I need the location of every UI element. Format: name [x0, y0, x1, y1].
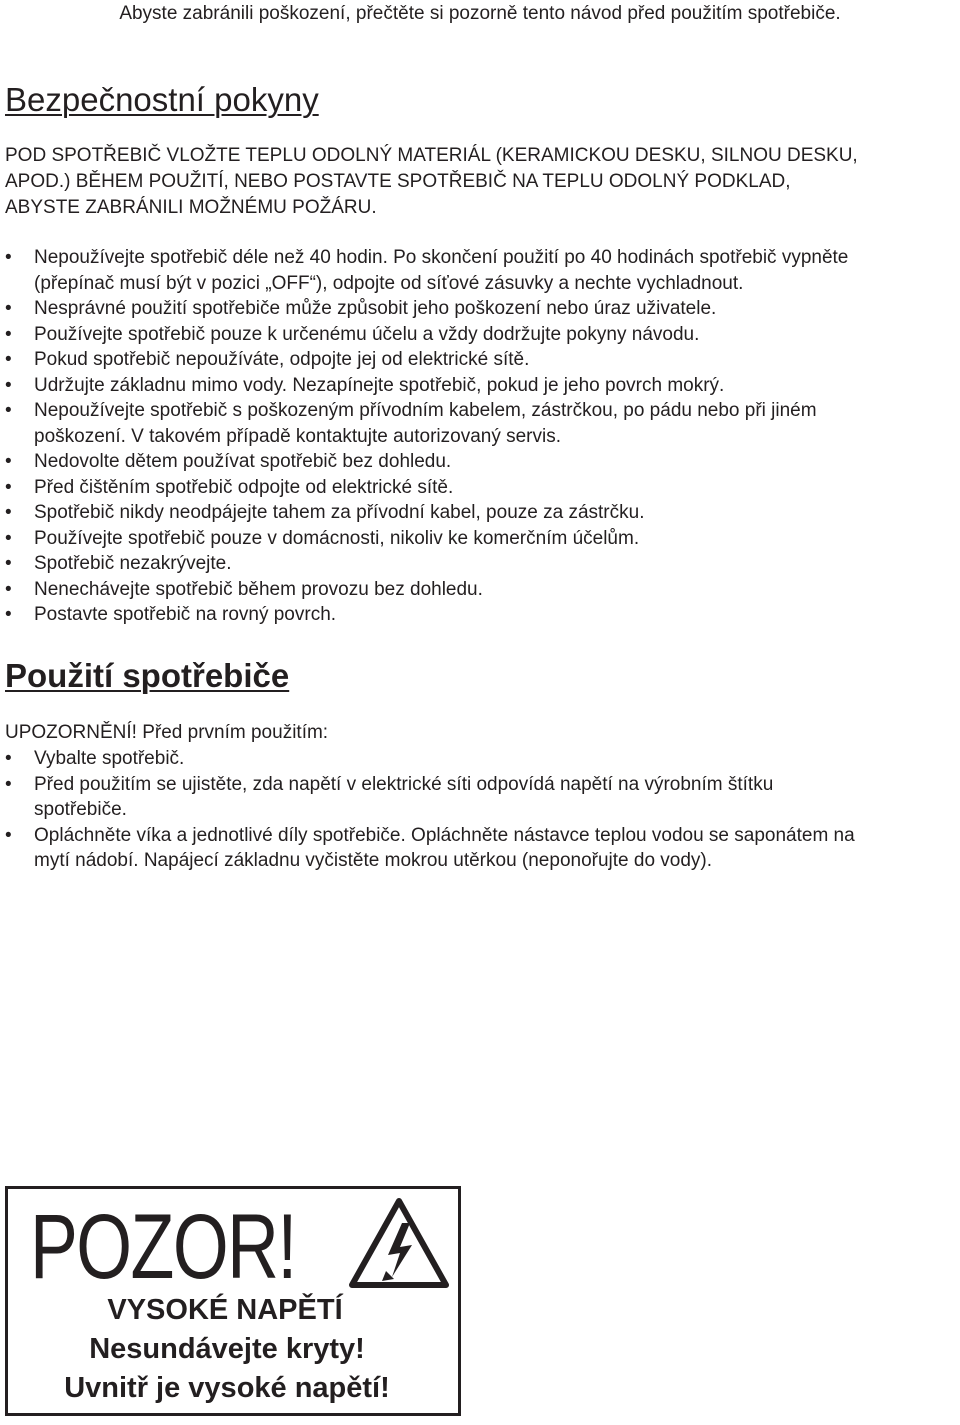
list-item-text: Vybalte spotřebič.	[34, 748, 185, 769]
list-item-text: Před použitím se ujistěte, zda napětí v elektrické síti odpovídá napětí na výrobním štítku	[34, 773, 774, 795]
list-item-text: Nedovolte dětem používat spotřebič bez dohledu.	[34, 451, 452, 472]
bullet-icon: •	[5, 298, 12, 319]
list-item	[5, 577, 955, 603]
notice-line: ABYSTE ZABRÁNILI MOŽNÉMU POŽÁRU.	[5, 197, 377, 218]
notice-line: POD SPOTŘEBIČ VLOŽTE TEPLU ODOLNÝ MATERIÁL (KERAMICKOU DESKU, SILNOU DESKU,	[5, 145, 858, 166]
list-item-text: Nepoužívejte spotřebič déle než 40 hodin. Po skončení použití po 40 hodinách spotřebič vypněte	[34, 247, 849, 268]
list-item	[5, 296, 955, 322]
list-item	[5, 347, 955, 373]
list-item-text: Používejte spotřebič pouze k určenému účelu a vždy dodržujte pokyny návodu.	[34, 323, 700, 345]
bullet-icon: •	[5, 349, 12, 370]
bullet-icon: •	[5, 604, 12, 625]
warning-line: VYSOKÉ NAPĚTÍ	[107, 1294, 343, 1326]
usage-instructions-list	[5, 746, 955, 874]
bullet-icon: •	[5, 578, 12, 600]
top-note: Abyste zabránili poškození, přečtěte si pozorně tento návod před použitím spotřebiče.	[119, 3, 841, 24]
bullet-icon: •	[5, 553, 12, 574]
bullet-icon: •	[5, 451, 12, 472]
list-item	[5, 551, 955, 577]
list-item	[5, 772, 955, 823]
list-item	[5, 526, 955, 552]
list-item-text: spotřebiče.	[34, 799, 127, 820]
list-item	[5, 500, 955, 526]
warning-line: Nesundávejte kryty!	[89, 1333, 365, 1365]
list-item	[5, 602, 955, 628]
heat-resistant-notice	[5, 143, 955, 221]
safety-heading: Bezpečnostní pokyny	[5, 81, 319, 118]
list-item	[5, 823, 955, 874]
list-item	[5, 245, 955, 296]
list-item-text: Nepoužívejte spotřebič s poškozeným přívodním kabelem, zástrčkou, po pádu nebo při jiném	[34, 400, 817, 421]
bullet-icon: •	[5, 323, 12, 345]
list-item	[5, 373, 955, 399]
bullet-icon: •	[5, 400, 12, 421]
high-voltage-warning-box	[5, 1186, 461, 1416]
list-item-text: Nenechávejte spotřebič během provozu bez dohledu.	[34, 578, 483, 600]
list-item-text: (přepínač musí být v pozici „OFF“), odpojte od síťové zásuvky a nechte vychladnout.	[34, 272, 744, 294]
bullet-icon: •	[5, 374, 12, 396]
bullet-icon: •	[5, 748, 12, 769]
list-item	[5, 449, 955, 475]
list-item	[5, 322, 955, 348]
warning-title: POZOR!	[30, 1196, 296, 1298]
list-item-text: Spotřebič nezakrývejte.	[34, 553, 232, 574]
list-item-text: poškození. V takovém případě kontaktujte autorizovaný servis.	[34, 425, 561, 447]
warning-line: Uvnitř je vysoké napětí!	[64, 1372, 390, 1404]
list-item-text: Nesprávné použití spotřebiče může způsobit jeho poškození nebo úraz uživatele.	[34, 298, 717, 319]
bullet-icon: •	[5, 527, 12, 549]
list-item-text: Pokud spotřebič nepoužíváte, odpojte jej od elektrické sítě.	[34, 349, 530, 370]
list-item	[5, 398, 955, 449]
list-item-text: Spotřebič nikdy neodpájejte tahem za přívodní kabel, pouze za zástrčku.	[34, 502, 645, 523]
list-item-text: Před čištěním spotřebič odpojte od elektrické sítě.	[34, 476, 454, 498]
first-use-warning: UPOZORNĚNÍ! Před prvním použitím:	[5, 722, 329, 743]
bullet-icon: •	[5, 247, 12, 268]
list-item	[5, 475, 955, 501]
list-item-text: mytí nádobí. Napájecí základnu vyčistěte mokrou utěrkou (neponořujte do vody).	[34, 850, 713, 871]
list-item-text: Používejte spotřebič pouze v domácnosti, nikoliv ke komerčním účelům.	[34, 527, 640, 549]
bullet-icon: •	[5, 502, 12, 523]
list-item-text: Postavte spotřebič na rovný povrch.	[34, 604, 337, 625]
list-item-text: Opláchněte víka a jednotlivé díly spotřebiče. Opláchněte nástavce teplou vodou se saponátem na	[34, 824, 855, 846]
high-voltage-icon	[348, 1197, 450, 1291]
bullet-icon: •	[5, 824, 12, 846]
list-item-text: Udržujte základnu mimo vody. Nezapínejte spotřebič, pokud je jeho povrch mokrý.	[34, 374, 725, 396]
usage-heading: Použití spotřebiče	[5, 657, 290, 694]
list-item	[5, 746, 955, 772]
bullet-icon: •	[5, 773, 12, 795]
notice-line: APOD.) BĚHEM POUŽITÍ, NEBO POSTAVTE SPOTŘEBIČ NA TEPLU ODOLNÝ PODKLAD,	[5, 171, 791, 192]
bullet-icon: •	[5, 476, 12, 498]
safety-instructions-list	[5, 245, 955, 628]
